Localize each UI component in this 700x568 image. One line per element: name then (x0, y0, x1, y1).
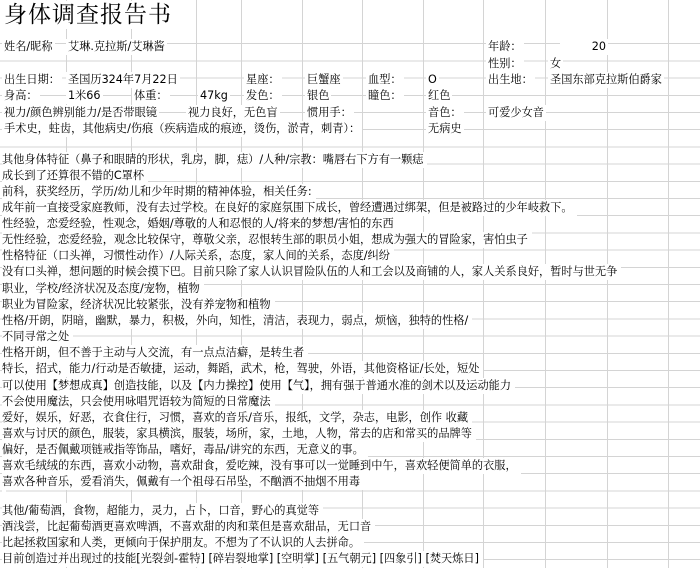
gender-label: 性别： (488, 57, 522, 70)
eye-value[interactable]: 红色 (428, 89, 451, 102)
text-line[interactable]: 职业，学校/经济状况及态度/宠物，植物 (2, 281, 204, 297)
blood-label: 血型： (368, 73, 402, 86)
text-line[interactable]: 性格开朗，但不善于主动与人交流，有一点点洁癖，是转生者 (2, 345, 308, 361)
text-line[interactable]: 喜欢各种音乐，爱看消失，佩戴有一个祖母石吊坠，不酗酒不抽烟不用毒 (2, 474, 364, 490)
hand-label: 惯用手： (307, 106, 352, 119)
name-label: 姓名/昵称 (4, 40, 53, 53)
birthplace-value[interactable]: 圣国东部克拉斯伯爵家 (550, 73, 662, 86)
text-line[interactable]: 可以使用【梦想成真】创造技能，以及【内力操控】使用【气】，拥有强于普通水准的剑术以及运动能力 (2, 378, 515, 394)
birth-value[interactable]: 圣国历324年7月22日 (68, 73, 178, 86)
text-line[interactable]: 成年前一直接受家庭教师，没有去过学校。在良好的家庭氛围下成长，曾经遭遇过绑架，但是被路过的少年岐救下。 (2, 200, 577, 216)
text-line[interactable]: 酒浅尝，比起葡萄酒更喜欢啤酒，不喜欢甜的肉和菜但是喜欢甜品，无口音 (2, 519, 375, 535)
text-line[interactable]: 性格/开朗，阴暗，幽默，暴力，积极，外向，知性，清洁，表现力，弱点，烦恼，独特的性格/ (2, 313, 472, 329)
eye-label: 瞳色： (368, 89, 402, 102)
sign-label: 星座： (246, 73, 280, 86)
text-line[interactable]: 没有口头禅，想问题的时候会摸下巴。目前只除了家人认识冒险队伍的人和工会以及商铺的人，家人关系良好，暂时与世无争 (2, 264, 621, 280)
text-line[interactable]: 不会使用魔法，只会使用咏唱咒语较为简短的日常魔法 (2, 394, 275, 410)
vision-value[interactable]: 视力良好，无色盲 (188, 106, 278, 119)
weight-label: 体重： (134, 89, 168, 102)
text-line[interactable]: 其他身体特征（鼻子和眼睛的形状，乳房，脚，痣）/人种/宗教：嘴唇右下方有一颗痣 (2, 152, 427, 168)
text-line[interactable]: 喜欢与讨厌的颜色，服装，家具横滨，服装，场所，家，土地，人物，常去的店和常买的品牌等 (2, 426, 476, 442)
text-line[interactable]: 性经验，恋爱经验，性观念，婚姻/尊敬的人和忍恨的人/将来的梦想/害怕的东西 (2, 216, 398, 232)
gender-value[interactable]: 女 (550, 57, 562, 70)
text-line[interactable]: 特长，招式，能力/行动是否敏捷，运动，舞蹈，武术，枪，驾驶，外语，其他资格证/长处，短处 (2, 361, 483, 377)
text-line[interactable]: 性格特征（口头禅，习惯性动作）/人际关系，态度，家人间的关系，态度/纠纷 (2, 248, 394, 264)
text-line[interactable]: 喜欢毛绒绒的东西，喜欢小动物，喜欢甜食，爱吃辣，没有事可以一觉睡到中午，喜欢轻便简单的衣服， (2, 458, 521, 474)
document-title: 身体调查报告书 (4, 1, 178, 29)
birth-label: 出生日期： (4, 73, 60, 86)
hair-value[interactable]: 银色 (307, 89, 330, 102)
blood-value[interactable]: O (428, 73, 437, 86)
text-line[interactable]: 前科，获奖经历，学历/幼儿和少年时期的精神体验，相关任务: (2, 184, 316, 200)
name-value[interactable]: 艾琳.克拉斯/艾琳酱 (68, 40, 165, 53)
text-line[interactable]: 比起拯救国家和人类，更倾向于保护朋友。不想为了不认识的人去拼命。 (2, 535, 364, 551)
weight-value[interactable]: 47kg (200, 89, 228, 102)
text-line[interactable]: 其他/葡萄酒，食物，超能力，灵力，占卜，口音，野心的真觉等 (2, 503, 323, 519)
text-line[interactable]: 不同寻常之处 (2, 329, 73, 345)
text-line[interactable]: 偏好，是否佩戴项链戒指等饰品，嗜好，毒品/讲究的东西，无意义的事。 (2, 442, 368, 458)
hair-label: 发色： (246, 89, 280, 102)
text-line[interactable]: 无性经验，恋爱经验，观念比较保守，尊敬父亲，忍恨转生部的职员小姐，想成为强大的冒险家，害怕虫子 (2, 232, 532, 248)
text-line[interactable]: 目前创造过并出现过的技能[光裂剑-霍特] [碎岩裂地掌] [空明掌] [五气朝元] [四象引] [焚天炼日] (2, 551, 483, 567)
age-value[interactable]: 20 (560, 39, 608, 55)
surgery-label: 手术史，蛀齿，其他病史/伤痕（疾病造成的痕迹，烫伤，淤青，刺青）： (4, 122, 361, 135)
text-line[interactable]: 爱好，娱乐，好恶，衣食住行，习惯，喜欢的音乐/音乐，报纸，文学，杂志，电影，创作 收藏 (2, 410, 472, 426)
vision-label: 视力/颜色辨别能力/是否带眼镜 (4, 106, 157, 119)
text-line[interactable]: 职业为冒险家，经济状况比较紧张，没有养宠物和植物 (2, 297, 275, 313)
age-label: 年龄： (488, 40, 522, 53)
birthplace-label: 出生地： (488, 73, 533, 86)
text-line[interactable]: 成长到了还算很不错的C罩杯 (2, 168, 148, 184)
height-label: 身高： (4, 89, 38, 102)
surgery-value[interactable]: 无病史 (428, 122, 462, 135)
voice-value[interactable]: 可爱少女音 (488, 106, 544, 119)
voice-label: 音色： (428, 106, 462, 119)
height-value[interactable]: 1米66 (68, 89, 101, 102)
sign-value[interactable]: 巨蟹座 (307, 73, 341, 86)
